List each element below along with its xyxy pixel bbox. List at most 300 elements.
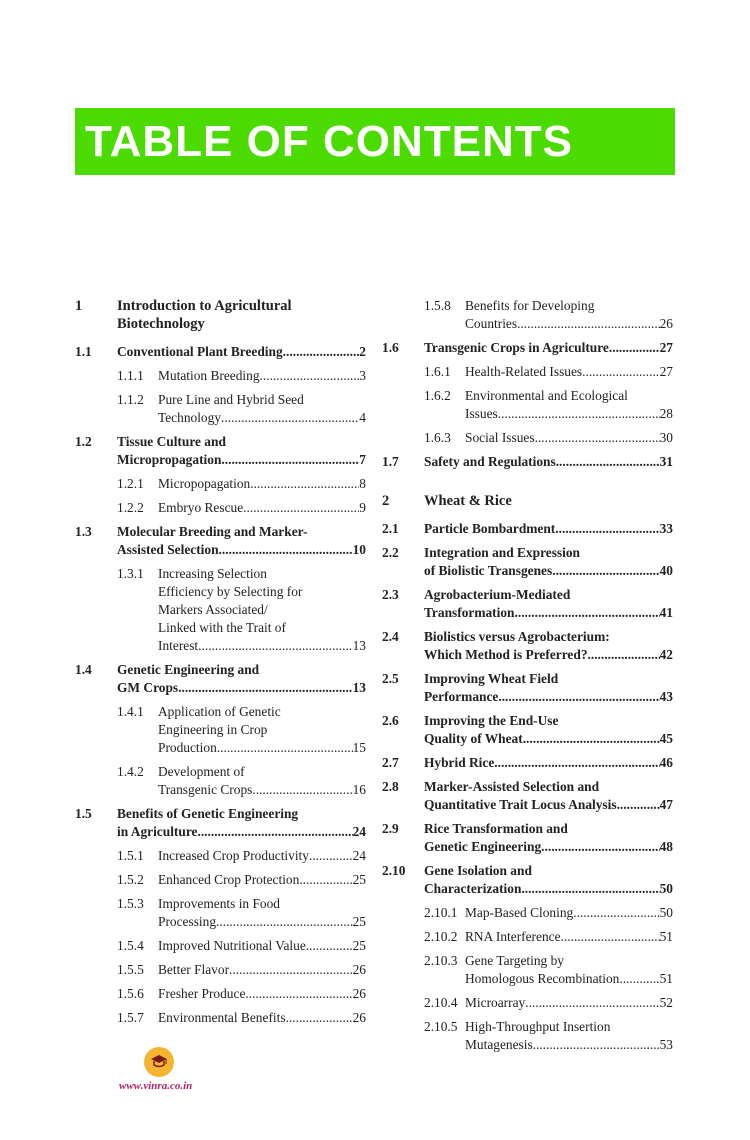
entry-number: 1.2.2	[117, 500, 144, 515]
entry-title-line: Benefits of Genetic Engineering	[117, 806, 299, 821]
toc-entry[interactable]	[75, 523, 366, 559]
entry-title	[424, 754, 673, 772]
dot-leader	[523, 730, 660, 748]
entry-title-text: Characterization	[424, 881, 522, 896]
entry-title-line: Pure Line and Hybrid Seed	[158, 392, 304, 407]
dot-leader	[197, 823, 352, 841]
entry-title	[158, 565, 366, 655]
page-number: 51	[659, 929, 673, 944]
entry-title-line	[158, 985, 366, 1003]
dot-leader	[588, 646, 660, 664]
dot-leader	[521, 880, 659, 898]
entry-title	[465, 1018, 673, 1054]
entry-title-line	[117, 451, 366, 469]
entry-number: 2.6	[382, 713, 399, 728]
entry-number: 1.5.7	[117, 1010, 144, 1025]
dot-leader	[494, 754, 659, 772]
page-number: 43	[659, 689, 673, 704]
entry-title-text: Improved Nutritional Value	[158, 938, 306, 953]
entry-title	[158, 871, 366, 889]
entry-title-line	[424, 688, 673, 706]
dot-leader	[535, 429, 660, 447]
page-number: 42	[659, 647, 673, 662]
entry-title-line: Tissue Culture and	[117, 434, 226, 449]
toc-entry[interactable]	[382, 1018, 673, 1054]
toc-entry[interactable]	[75, 871, 366, 889]
toc-entry[interactable]	[75, 703, 366, 757]
page-number: 51	[659, 971, 673, 986]
entry-title-line	[465, 904, 673, 922]
page-number: 13	[352, 680, 366, 695]
toc-entry[interactable]	[75, 661, 366, 697]
page-number: 46	[659, 755, 673, 770]
entry-title	[117, 433, 366, 469]
entry-title	[424, 586, 673, 622]
entry-title	[465, 363, 673, 381]
entry-title-text: in Agriculture	[117, 824, 198, 839]
toc-entry[interactable]	[382, 492, 673, 510]
entry-title-line	[465, 928, 673, 946]
entry-title-line	[465, 1036, 673, 1054]
entry-number: 1.5.4	[117, 938, 144, 953]
entry-number: 1.1.2	[117, 392, 144, 407]
page-number: 2	[359, 344, 366, 359]
page-number: 10	[352, 542, 366, 557]
dot-leader	[573, 904, 659, 922]
entry-title-text: RNA Interference	[465, 929, 561, 944]
entry-number: 2	[382, 493, 390, 509]
entry-title-text: Homologous Recombination	[465, 971, 620, 986]
page-number: 30	[659, 430, 673, 445]
entry-title-line: Efficiency by Selecting for	[158, 584, 303, 599]
toc-entry[interactable]	[382, 544, 673, 580]
entry-title	[117, 343, 366, 361]
entry-title	[158, 895, 366, 931]
entry-title-line	[158, 409, 366, 427]
entry-title	[465, 928, 673, 946]
entry-title-text: Genetic Engineering	[424, 839, 542, 854]
page-number: 7	[359, 452, 366, 467]
entry-title-line: Biolistics versus Agrobacterium:	[424, 629, 610, 644]
entry-title-line	[424, 646, 673, 664]
entry-title-line	[424, 838, 673, 856]
entry-title-text: Health-Related Issues	[465, 364, 583, 379]
page-number: 16	[352, 782, 366, 797]
entry-title-line	[117, 679, 366, 697]
entry-title-line: Application of Genetic	[158, 704, 281, 719]
entry-title	[465, 994, 673, 1012]
entry-number: 1.4.2	[117, 764, 144, 779]
entry-title-line	[158, 1009, 366, 1027]
entry-title-text: Micropopagation	[158, 476, 251, 491]
dot-leader	[525, 994, 659, 1012]
dot-leader	[221, 409, 359, 427]
toc-entry[interactable]	[75, 343, 366, 361]
entry-title	[424, 520, 673, 538]
entry-title-line: Engineering in Crop	[158, 722, 268, 737]
toc-entry[interactable]	[382, 712, 673, 748]
toc-entry[interactable]	[75, 985, 366, 1003]
entry-title-line	[465, 405, 673, 423]
entry-number: 1.5.8	[424, 298, 451, 313]
page-number: 24	[352, 824, 366, 839]
dot-leader	[198, 637, 352, 655]
page-number: 47	[659, 797, 673, 812]
entry-title	[158, 847, 366, 865]
entry-title	[424, 339, 673, 357]
entry-title-text: Microarray	[465, 995, 526, 1010]
toc-entry[interactable]	[382, 453, 673, 471]
entry-title-line	[465, 429, 673, 447]
entry-title-line	[158, 367, 366, 385]
toc-entry[interactable]	[382, 520, 673, 538]
entry-number: 1.6.2	[424, 388, 451, 403]
entry-number: 1.5.5	[117, 962, 144, 977]
dot-leader	[498, 688, 659, 706]
entry-number: 1.5.2	[117, 872, 144, 887]
toc-entry[interactable]	[75, 895, 366, 931]
page-number: 31	[659, 454, 673, 469]
entry-title-line: Improving Wheat Field	[424, 671, 559, 686]
entry-number: 2.2	[382, 545, 399, 560]
dot-leader	[498, 405, 660, 423]
page-number: 48	[659, 839, 673, 854]
entry-number: 2.5	[382, 671, 399, 686]
page-number: 24	[352, 848, 366, 863]
dot-leader	[219, 541, 353, 559]
dot-leader	[216, 913, 353, 931]
entry-title-line	[424, 880, 673, 898]
dot-leader	[252, 781, 352, 799]
entry-title-text: Map-Based Cloning	[465, 905, 574, 920]
entry-title	[424, 820, 673, 856]
page-number: 26	[352, 1010, 366, 1025]
dot-leader	[515, 604, 660, 622]
entry-title	[465, 297, 673, 333]
entry-title	[424, 778, 673, 814]
entry-title	[424, 862, 673, 898]
page-number: 27	[659, 340, 673, 355]
entry-number: 1.4	[75, 662, 92, 677]
entry-title	[424, 670, 673, 706]
entry-number: 1.3.1	[117, 566, 144, 581]
entry-number: 2.3	[382, 587, 399, 602]
page-number: 25	[352, 872, 366, 887]
entry-title-line	[424, 520, 673, 538]
entry-number: 2.4	[382, 629, 399, 644]
page-number: 50	[659, 881, 673, 896]
toc-entry[interactable]	[382, 339, 673, 357]
entry-number: 2.7	[382, 755, 399, 770]
entry-number: 2.1	[382, 521, 399, 536]
entry-title	[465, 904, 673, 922]
dot-leader	[221, 451, 359, 469]
entry-title-line	[117, 343, 366, 361]
dot-leader	[306, 937, 353, 955]
dot-leader	[556, 453, 660, 471]
entry-title-text: Fresher Produce	[158, 986, 246, 1001]
toc-entry[interactable]	[382, 429, 673, 447]
toc-entry[interactable]	[75, 391, 366, 427]
entry-title	[465, 429, 673, 447]
toc-entry[interactable]	[75, 961, 366, 979]
entry-title-line	[158, 847, 366, 865]
toc-entry[interactable]	[382, 862, 673, 898]
entry-title-text: Transformation	[424, 605, 515, 620]
entry-title	[117, 661, 366, 697]
entry-title-line: Biotechnology	[117, 316, 205, 332]
page-number: 27	[659, 364, 673, 379]
page-number: 33	[659, 521, 673, 536]
dot-leader	[250, 475, 359, 493]
entry-number: 1.1.1	[117, 368, 144, 383]
entry-title-text: Micropropagation	[117, 452, 222, 467]
page-number: 4	[359, 410, 366, 425]
publisher-logo-icon	[144, 1047, 174, 1077]
dot-leader	[517, 315, 660, 333]
entry-title	[465, 387, 673, 423]
entry-title-text: Quality of Wheat	[424, 731, 523, 746]
entry-title-line: Development of	[158, 764, 245, 779]
dot-leader	[609, 339, 660, 357]
entry-title	[424, 492, 673, 510]
entry-title	[424, 453, 673, 471]
entry-title-text: Issues	[465, 406, 498, 421]
entry-title	[158, 763, 366, 799]
toc-column-left	[75, 291, 366, 1027]
dot-leader	[533, 1036, 660, 1054]
entry-title-text: of Biolistic Transgenes	[424, 563, 553, 578]
page-number: 9	[359, 500, 366, 515]
entry-number: 1.5	[75, 806, 92, 821]
toc-entry[interactable]	[382, 628, 673, 664]
entry-title-line	[158, 913, 366, 931]
entry-number: 2.9	[382, 821, 399, 836]
toc-entry[interactable]	[382, 994, 673, 1012]
entry-title-text: Performance	[424, 689, 499, 704]
entry-number: 1.1	[75, 344, 92, 359]
entry-title-text: Assisted Selection	[117, 542, 219, 557]
toc-entry[interactable]	[382, 363, 673, 381]
entry-title-text: Mutagenesis	[465, 1037, 533, 1052]
entry-title	[424, 628, 673, 664]
entry-title-line	[465, 970, 673, 988]
entry-title	[158, 1009, 366, 1027]
entry-title-line	[424, 604, 673, 622]
entry-number: 2.10.5	[424, 1019, 458, 1034]
entry-number: 2.10.4	[424, 995, 458, 1010]
entry-title-text: Social Issues	[465, 430, 535, 445]
entry-title	[158, 499, 366, 517]
entry-title	[158, 961, 366, 979]
entry-number: 1.6	[382, 340, 399, 355]
entry-title-text: Countries	[465, 316, 518, 331]
toc-entry[interactable]	[75, 763, 366, 799]
entry-title-line: Benefits for Developing	[465, 298, 595, 313]
entry-number: 1.7	[382, 454, 399, 469]
page-number: 28	[659, 406, 673, 421]
entry-title-text: Better Flavor	[158, 962, 230, 977]
entry-title	[424, 544, 673, 580]
toc-entry[interactable]	[75, 937, 366, 955]
entry-title-text: Interest	[158, 638, 199, 653]
entry-title-line	[158, 475, 366, 493]
entry-title-line	[158, 499, 366, 517]
entry-title-line: Gene Targeting by	[465, 953, 564, 968]
entry-title-text: Transgenic Crops	[158, 782, 253, 797]
entry-title-line	[424, 339, 673, 357]
entry-number: 2.8	[382, 779, 399, 794]
dot-leader	[617, 796, 660, 814]
entry-title-line: Agrobacterium-Mediated	[424, 587, 571, 602]
entry-title-line	[158, 637, 366, 655]
entry-title-line	[158, 961, 366, 979]
entry-title-line: Rice Transformation and	[424, 821, 568, 836]
entry-title-line: Integration and Expression	[424, 545, 581, 560]
entry-title-line	[424, 730, 673, 748]
entry-title	[424, 712, 673, 748]
entry-title-line	[465, 363, 673, 381]
dot-leader	[260, 367, 360, 385]
dot-leader	[217, 739, 353, 757]
entry-title	[158, 367, 366, 385]
entry-title-line	[117, 823, 366, 841]
entry-title-line	[424, 754, 673, 772]
page-number: 26	[352, 986, 366, 1001]
toc-entry[interactable]	[382, 952, 673, 988]
dot-leader	[245, 985, 352, 1003]
entry-number: 2.10.2	[424, 929, 458, 944]
dot-leader	[229, 961, 353, 979]
entry-title-line	[158, 781, 366, 799]
page-number: 15	[352, 740, 366, 755]
entry-title-line	[424, 796, 673, 814]
dot-leader	[178, 679, 352, 697]
entry-title	[158, 985, 366, 1003]
entry-title-line: Increasing Selection	[158, 566, 267, 581]
website-link[interactable]: www.vinra.co.in	[119, 1080, 193, 1092]
entry-number: 1.5.3	[117, 896, 144, 911]
entry-title-text: Mutation Breeding	[158, 368, 260, 383]
entry-title-line	[158, 739, 366, 757]
toc-entry[interactable]	[382, 586, 673, 622]
entry-title	[465, 952, 673, 988]
toc-entry[interactable]	[382, 387, 673, 423]
page-number: 13	[352, 638, 366, 653]
toc-entry[interactable]	[382, 778, 673, 814]
entry-number: 1.6.1	[424, 364, 451, 379]
toc-entry[interactable]	[75, 297, 366, 333]
toc-column-right	[382, 291, 673, 1054]
title-banner	[75, 108, 675, 175]
entry-number: 2.10.1	[424, 905, 458, 920]
entry-title-line	[465, 994, 673, 1012]
dot-leader	[619, 970, 659, 988]
toc-entry[interactable]	[75, 499, 366, 517]
entry-title-line: Improving the End-Use	[424, 713, 559, 728]
entry-title-line	[465, 315, 673, 333]
toc-entry[interactable]	[75, 847, 366, 865]
dot-leader	[541, 838, 659, 856]
entry-title-line: Environmental and Ecological	[465, 388, 628, 403]
entry-title-text: Particle Bombardment	[424, 521, 556, 536]
page-number: 52	[659, 995, 673, 1010]
entry-title-text: Quantitative Trait Locus Analysis	[424, 797, 617, 812]
entry-title	[158, 937, 366, 955]
page-number: 25	[352, 938, 366, 953]
toc-entry[interactable]	[75, 565, 366, 655]
entry-title-line: Gene Isolation and	[424, 863, 532, 878]
toc-entry[interactable]	[382, 754, 673, 772]
toc-entry[interactable]	[75, 805, 366, 841]
entry-title-text: Increased Crop Productivity	[158, 848, 309, 863]
page-title: TABLE OF CONTENTS	[85, 117, 573, 166]
page-number: 53	[659, 1037, 673, 1052]
page-number: 41	[659, 605, 673, 620]
entry-title-line: Marker-Assisted Selection and	[424, 779, 600, 794]
entry-title-text: Conventional Plant Breeding	[117, 344, 283, 359]
entry-number: 1.2	[75, 434, 92, 449]
toc-entry[interactable]	[382, 670, 673, 706]
toc-entry[interactable]	[75, 367, 366, 385]
toc-entry[interactable]	[382, 904, 673, 922]
toc-entry[interactable]	[382, 297, 673, 333]
entry-title-text: Hybrid Rice	[424, 755, 495, 770]
page-number: 26	[659, 316, 673, 331]
entry-title-text: GM Crops	[117, 680, 179, 695]
page-number: 45	[659, 731, 673, 746]
entry-title-line: Wheat & Rice	[424, 493, 512, 509]
page-number: 40	[659, 563, 673, 578]
entry-title	[158, 475, 366, 493]
dot-leader	[243, 499, 359, 517]
page-number: 50	[659, 905, 673, 920]
page-number: 3	[359, 368, 366, 383]
dot-leader	[552, 562, 659, 580]
entry-title-line: Linked with the Trait of	[158, 620, 286, 635]
toc-entry[interactable]	[75, 475, 366, 493]
entry-title-text: Which Method is Preferred?	[424, 647, 588, 662]
dot-leader	[582, 363, 659, 381]
entry-title-text: Embryo Rescue	[158, 500, 244, 515]
entry-title-line	[424, 453, 673, 471]
dot-leader	[286, 1009, 353, 1027]
toc-entry[interactable]	[75, 1009, 366, 1027]
entry-title-line	[158, 937, 366, 955]
entry-title	[117, 523, 366, 559]
entry-title-line: Introduction to Agricultural	[117, 298, 292, 314]
entry-title-line	[424, 562, 673, 580]
entry-title-text: Technology	[158, 410, 222, 425]
entry-title	[117, 297, 366, 333]
entry-number: 2.10.3	[424, 953, 458, 968]
entry-title-line: Genetic Engineering and	[117, 662, 260, 677]
toc-entry[interactable]	[382, 928, 673, 946]
entry-title-text: Production	[158, 740, 217, 755]
toc-entry[interactable]	[382, 820, 673, 856]
entry-title-line: Markers Associated/	[158, 602, 268, 617]
toc-entry[interactable]	[75, 433, 366, 469]
entry-number: 1	[75, 298, 83, 314]
entry-title-text: Environmental Benefits	[158, 1010, 286, 1025]
entry-title-text: Processing	[158, 914, 217, 929]
entry-title-line: Improvements in Food	[158, 896, 280, 911]
dot-leader	[283, 343, 360, 361]
entry-number: 1.4.1	[117, 704, 144, 719]
page-number: 8	[359, 476, 366, 491]
entry-number: 1.5.1	[117, 848, 144, 863]
page-number: 26	[352, 962, 366, 977]
